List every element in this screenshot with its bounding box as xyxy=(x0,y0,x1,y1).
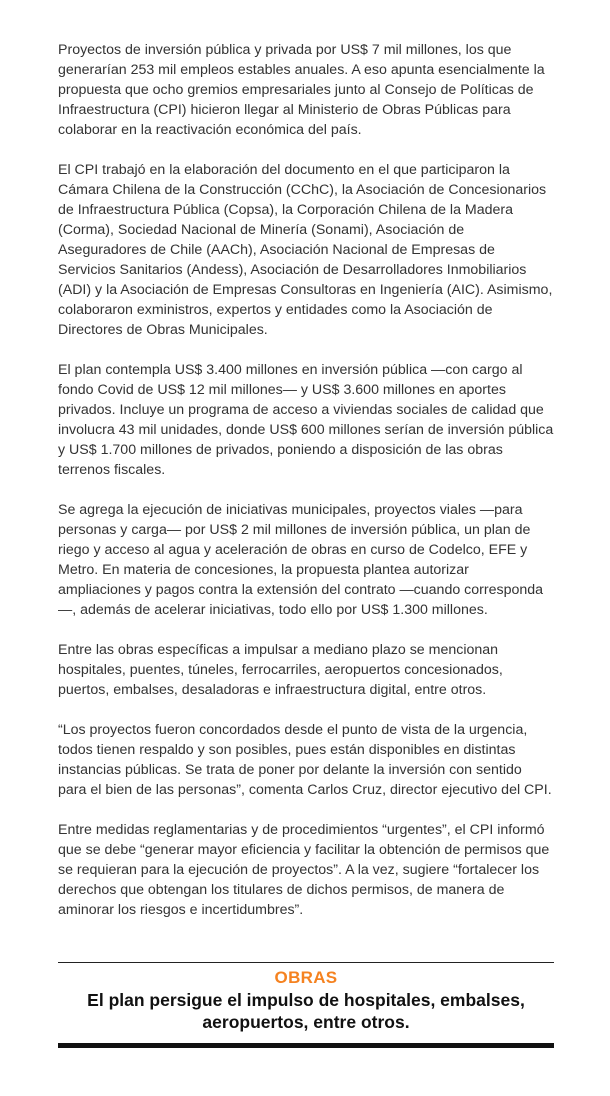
article-paragraph-5: Entre las obras específicas a impulsar a mediano plazo se mencionan hospitales, puentes, túneles, ferrocarriles, aeropuertos concesionados, puertos, embalses, desaladoras e infraestructura digital, entre otros. xyxy=(58,642,503,698)
pull-quote-category: OBRAS xyxy=(274,968,338,987)
article-body xyxy=(58,40,554,940)
article-paragraph-4: Se agrega la ejecución de iniciativas municipales, proyectos viales —para personas y carga— por US$ 2 mil millones de inversión pública, un plan de riego y acceso al agua y aceleración de obras en curso de Codelco, EFE y Metro. En materia de concesiones, la propuesta plantea autorizar ampliaciones y pagos contra la extensión del contrato —cuando corresponda—, además de acelerar iniciativas, todo ello por US$ 1.300 millones. xyxy=(58,502,544,618)
pull-quote-headline: El plan persigue el impulso de hospitales, embalses, aeropuertos, entre otros. xyxy=(87,990,525,1032)
article-paragraph-7: Entre medidas reglamentarias y de procedimientos “urgentes”, el CPI informó que se debe “generar mayor eficiencia y facilitar la obtención de permisos que se requieran para la ejecución de proyectos”. A la vez, sugiere “fortalecer los derechos que obtengan los titulares de dichos permisos, de manera de aminorar los riesgos e incertidumbres”. xyxy=(58,822,550,918)
article-paragraph-1: Proyectos de inversión pública y privada por US$ 7 mil millones, los que generarían 253 mil empleos estables anuales. A eso apunta esencialmente la propuesta que ocho gremios empresariales junto al Consejo de Políticas de Infraestructura (CPI) hicieron llegar al Ministerio de Obras Públicas para colaborar en la reactivación económica del país. xyxy=(58,42,545,138)
article-paragraph-6: “Los proyectos fueron concordados desde el punto de vista de la urgencia, todos tienen respaldo y son posibles, pues están disponibles en distintas instancias públicas. Se trata de poner por delante la inversión con sentido para el bien de las personas”, comenta Carlos Cruz, director ejecutivo del CPI. xyxy=(58,722,552,798)
article-paragraph-2: El CPI trabajó en la elaboración del documento en el que participaron la Cámara Chilena de la Construcción (CChC), la Asociación de Concesionarios de Infraestructura Pública (Copsa), la Corporación Chilena de la Madera (Corma), Sociedad Nacional de Minería (Sonami), Asociación de Aseguradores de Chile (AACh), Asociación Nacional de Empresas de Servicios Sanitarios (Andess), Asociación de Desarrolladores Inmobiliarios (ADI) y la Asociación de Empresas Consultoras en Ingeniería (AIC). Asimismo, colaboraron exministros, expertos y entidades como la Asociación de Directores de Obras Municipales. xyxy=(58,162,553,338)
article-paragraph-3: El plan contempla US$ 3.400 millones en inversión pública —con cargo al fondo Covid de US$ 12 mil millones— y US$ 3.600 millones en aportes privados. Incluye un programa de acceso a viviendas sociales de calidad que involucra 43 mil unidades, donde US$ 600 millones serían de inversión pública y US$ 1.700 millones de privados, poniendo a disposición de las obras terrenos fiscales. xyxy=(58,362,554,478)
pull-quote-box xyxy=(58,962,554,1048)
